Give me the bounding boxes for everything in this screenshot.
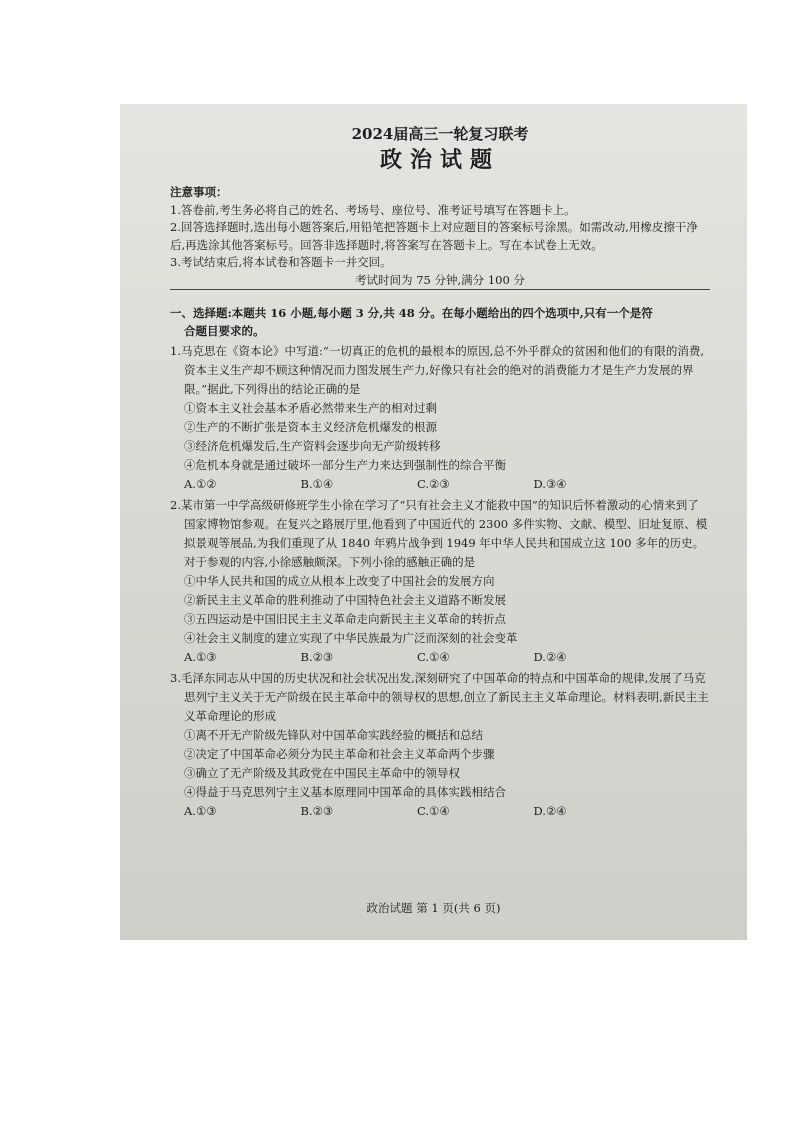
question-option: ②生产的不断扩张是资本主义经济危机爆发的根源: [184, 420, 437, 434]
notice-block: [170, 184, 710, 289]
answer-choices: [170, 648, 710, 667]
exam-time: 考试时间为 75 分钟,满分 100 分: [355, 272, 525, 287]
question-option: ③五四运动是中国旧民主主义革命走向新民主主义革命的转折点: [184, 612, 506, 626]
notice-item: 2.回答选择题时,选出每小题答案后,用铅笔把答题卡上对应题目的答案标号涂黑。如需改动,用橡皮擦干净后,再选涂其他答案标号。回答非选择题时,将答案写在答题卡上。写在本试卷上无效。: [170, 220, 698, 252]
question-option: ①中华人民共和国的成立从根本上改变了中国社会的发展方向: [184, 574, 495, 588]
page-footer: 政治试题 第 1 页(共 6 页): [366, 901, 501, 915]
section-line-1: 一、选择题:本题共 16 小题,每小题 3 分,共 48 分。在每小题给出的四个选项中,只有一个是符: [170, 306, 653, 320]
exam-subject: 政治试题: [379, 147, 500, 173]
notice-heading: 注意事项：: [170, 185, 228, 199]
question-1: [170, 342, 710, 494]
question-option: ③经济危机爆发后,生产资料会逐步向无产阶级转移: [184, 439, 441, 453]
question-option: ④社会主义制度的建立实现了中华民族最为广泛而深刻的社会变革: [184, 631, 518, 645]
question-2: [170, 496, 710, 667]
question-stem: 2.某市第一中学高级研修班学生小徐在学习了“只有社会主义才能救中国”的知识后怀着激动的心情来到了国家博物馆参观。在复兴之路展厅里,他看到了中国近代的 2300 多件实物、文献、模型、旧址复原、模拟景观等展品,为我们重现了从 1840 年鸦片战争到 1949 年中华人民共和国成立这 100 多年的历史。对于参观的内容,小徐感触颇深。下列小徐的感触正确的是: [170, 498, 708, 569]
question-option: ④危机本身就是通过破坏一部分生产力来达到强制性的综合平衡: [184, 458, 506, 472]
choice-c: C.①④: [417, 650, 450, 664]
notice-item: 1.答卷前,考生务必将自己的姓名、考场号、座位号、准考证号填写在答题卡上。: [170, 202, 576, 217]
choice-a: A.①②: [184, 477, 217, 491]
section-line-2: 合题目要求的。: [184, 324, 265, 338]
exam-sheet: [170, 124, 710, 823]
question-option: ①离不开无产阶级先锋队对中国革命实践经验的概括和总结: [184, 728, 483, 742]
question-option: ④得益于马克思列宁主义基本原理同中国革命的具体实践相结合: [184, 785, 506, 799]
choice-a: A.①③: [184, 804, 217, 818]
choice-b: B.②③: [300, 650, 334, 664]
divider-line: [170, 289, 710, 290]
choice-d: D.③④: [533, 477, 567, 491]
notice-item: 3.考试结束后,将本试卷和答题卡一并交回。: [170, 255, 392, 269]
question-stem: 3.毛泽东同志从中国的历史状况和社会状况出发,深刻研究了中国革命的特点和中国革命的规律,发展了马克思列宁主义关于无产阶级在民主革命中的领导权的思想,创立了新民主主义革命理论。材料表明,新民主主义革命理论的形成: [170, 671, 709, 723]
question-option: ①资本主义社会基本矛盾必然带来生产的相对过剩: [184, 401, 437, 415]
question-stem: 1.马克思在《资本论》中写道:“一切真正的危机的最根本的原因,总不外乎群众的贫困和他们的有限的消费,资本主义生产却不顾这种情况而力图发展生产力,好像只有社会的绝对的消费能力才是生产力发展的界限。”据此,下列得出的结论正确的是: [170, 344, 705, 396]
exam-paper-photo: [120, 104, 747, 940]
question-option: ②新民主主义革命的胜利推动了中国特色社会主义道路不断发展: [184, 593, 506, 607]
choice-b: B.②③: [300, 804, 334, 818]
question-3: [170, 669, 710, 821]
section-heading: [170, 304, 710, 340]
question-option: ②决定了中国革命必须分为民主革命和社会主义革命两个步骤: [184, 747, 495, 761]
choice-d: D.②④: [533, 650, 567, 664]
answer-choices: [170, 475, 710, 494]
answer-choices: [170, 802, 710, 821]
exam-title: 2024届高三一轮复习联考: [351, 125, 529, 143]
choice-b: B.①④: [300, 477, 334, 491]
choice-a: A.①③: [184, 650, 217, 664]
question-option: ③确立了无产阶级及其政党在中国民主革命中的领导权: [184, 766, 460, 780]
choice-d: D.②④: [533, 804, 567, 818]
choice-c: C.①④: [417, 804, 450, 818]
choice-c: C.②③: [417, 477, 450, 491]
